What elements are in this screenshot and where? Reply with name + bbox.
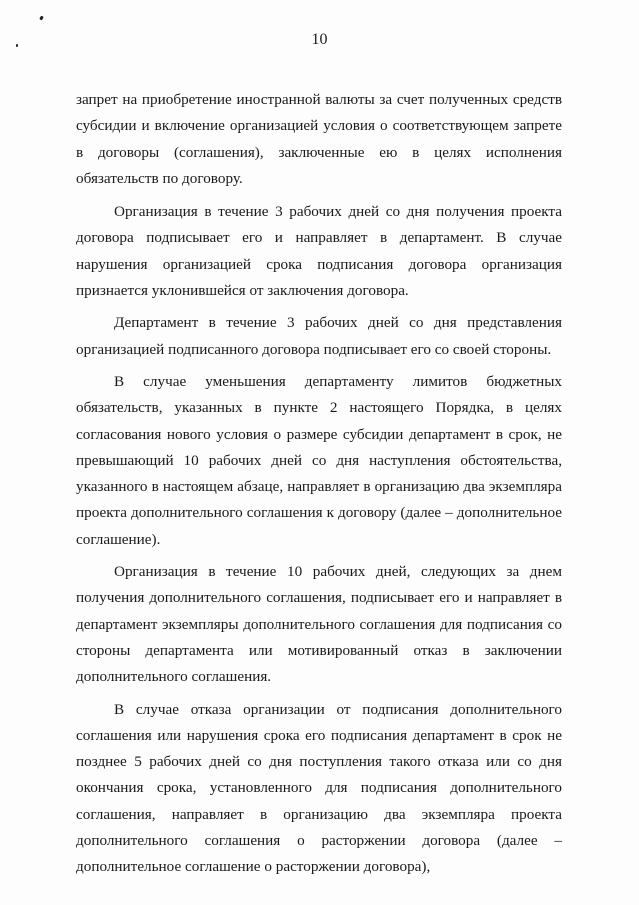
paragraph-signing-term: Организация в течение 3 рабочих дней со дня получения проекта договора подписывает его и направляет в департамент. В случае нарушения организацией срока подписания договора организация признается уклонившейся от заключения договора. <box>76 203 562 300</box>
scan-speck <box>39 16 44 21</box>
document-body <box>76 87 562 881</box>
page-number: 10 <box>311 31 328 48</box>
paragraph-continuation: запрет на приобретение иностранной валюты за счет полученных средств субсидии и включение организацией условия о соответствующем запрете в договоры (соглашения), заключенные ею в целях исполнения обязательств по договору. <box>76 91 562 187</box>
paragraph-refusal: В случае отказа организации от подписания дополнительного соглашения или нарушения срока его подписания департамент в срок не позднее 5 рабочих дней со дня поступления такого отказа или со дня окончания срока, установленного для подписания дополнительного соглашения, направляет в организацию два экземпляра проекта дополнительного соглашения о расторжении договора (далее – дополнительное соглашение о расторжении договора), <box>76 700 562 876</box>
paragraph-limits-reduction: В случае уменьшения департаменту лимитов бюджетных обязательств, указанных в пункте 2 настоящего Порядка, в целях согласования нового условия о размере субсидии департамент в срок, не превышающий 10 рабочих дней со дня наступления обстоятельства, указанного в настоящем абзаце, направляет в организацию два экземпляра проекта дополнительного соглашения к договору (далее – дополнительное соглашение). <box>76 372 562 548</box>
paragraph-department-signing: Департамент в течение 3 рабочих дней со дня представления организацией подписанного договора подписывает его со своей стороны. <box>76 314 562 358</box>
paragraph-additional-agreement: Организация в течение 10 рабочих дней, следующих за днем получения дополнительного соглашения, подписывает его и направляет в департамент экземпляры дополнительного соглашения для подписания со стороны департамента или мотивированный отказ в заключении дополнительного соглашения. <box>76 563 562 686</box>
